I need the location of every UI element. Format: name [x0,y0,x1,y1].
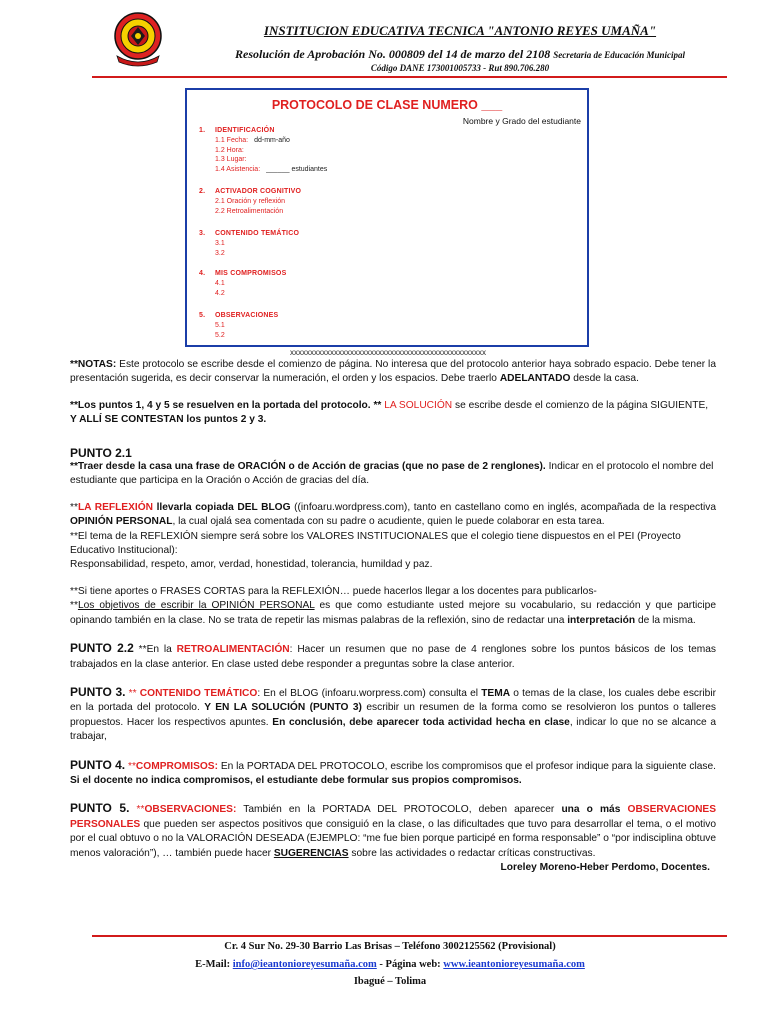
section-title: MIS COMPROMISOS [215,270,287,277]
item-label: 4.1 [215,280,225,287]
item-label: 3.1 [215,240,225,247]
section-number: 4. [199,270,206,277]
section-item [215,290,231,297]
dane-code: Código DANE 173001005733 - Rut 890.706.280 [370,63,550,73]
item-label: 2.1 Oración y reflexión [215,198,286,205]
section-title: IDENTIFICACIÓN [215,127,275,134]
school-crest-logo [113,10,163,68]
footer-divider [92,935,727,937]
punto-2-1-heading: PUNTO 2.1 [70,445,132,460]
solution-paragraph: **Los puntos 1, 4 y 5 se resuelven en la portada del protocolo. ** LA SOLUCIÓN se escribe desde el comienzo de la página SIGUIENTE, Y ALLÍ SE CONTESTAN los puntos 2 y 3. [70,399,709,426]
resolution-line [160,48,760,60]
protocol-section [199,270,286,277]
web-label: - Página web: [376,959,444,970]
punto-2-1-reflexion: **LA REFLEXIÓN llevarla copiada DEL BLOG ((infoaru.wordpress.com), tanto en castellano como en inglés, acompañada de la respectiva OPINIÓN PERSONAL, la cual ojalá sea comentada con su padre o acudiente, quien le puede colaborar en esta tarea. [70,501,716,528]
section-item [215,156,253,163]
protocol-section [199,230,299,237]
header-divider [92,76,727,78]
section-item [215,322,231,329]
section-number: 1. [199,127,206,134]
website-link[interactable]: www.ieantonioreyesumaña.com [443,959,585,970]
section-title: CONTENIDO TEMÁTICO [215,230,300,237]
item-label: 1.3 Lugar: [215,156,247,164]
item-label: 1.1 Fecha: [215,137,249,144]
section-item [215,280,231,287]
document-body [70,358,716,875]
secretaria-text: Secretaria de Educación Municipal [553,50,685,60]
section-title: OBSERVACIONES [215,312,279,319]
footer-contact [160,960,620,971]
punto-2-2: PUNTO 2.2 **En la RETROALIMENTACIÓN: Hacer un resumen que no pase de 4 renglones sobre los puntos básicos de los temas trabajados en la clase anterior. En clase usted debe responder a preguntas sobre la clase anterior. [70,641,716,670]
punto-3: PUNTO 3. ** CONTENIDO TEMÁTICO: En el BLOG (infoaru.worpress.com) consulta el TEMA o temas de la clase, los cuales debe escribir en la portada del protocolo. Y EN LA SOLUCIÓN (PUNTO 3) escribir un resumen de la forma como se resolvieron los puntos o talleres propuestos. Hacer los respectivos apuntes. En conclusión, debe aparecer toda actividad hecha en clase, indicar lo que no se alcance a trabajar, [70,684,717,743]
institution-name: INSTITUCION EDUCATIVA TECNICA "ANTONIO REYES UMAÑA" [263,23,657,38]
section-item [215,166,327,173]
section-number: 2. [199,188,206,195]
protocol-title: PROTOCOLO DE CLASE NUMERO ___ [271,98,503,112]
signature: Loreley Moreno-Heber Perdomo, Docentes. [500,861,710,873]
section-item [215,208,289,215]
item-label: 3.2 [215,249,225,257]
section-title: ACTIVADOR COGNITIVO [215,188,302,195]
punto-2-1-tema: **El tema de la REFLEXIÓN siempre será sobre los VALORES INSTITUCIONALES que el colegio tiene dispuestos en el PEI (Proyecto Educativo Institucional): [70,530,681,557]
student-name-label: Nombre y Grado del estudiante [462,116,581,126]
protocol-section [199,127,275,134]
punto-5: PUNTO 5. **OBSERVACIONES: También en la PORTADA DEL PROTOCOLO, deben aparecer una o más OBSERVACIONES PERSONALES que pueden ser aspectos positivos que consiguió en la clase, o las dificultades que tuvo para desarrollar el tema, o el motivo por el cual obtuvo o no la VALORACIÓN DESEADA (EJEMPLO: “me fue bien porque participé en forma responsable” o “por indisciplina obtuve menos valoración”), … también puede hacer SUGERENCIAS sobre las actividades o redactar críticas constructivas. [70,801,717,859]
item-label: 1.2 Hora: [215,146,244,154]
footer-city: Ibagué – Tolima [353,976,427,987]
punto-4-heading: PUNTO 4. [70,757,126,772]
punto-2-1-valores: Responsabilidad, respeto, amor, verdad, honestidad, tolerancia, humildad y paz. [70,559,433,571]
section-item [215,332,231,339]
section-item [215,137,290,144]
section-item [215,250,231,257]
separator-line: xxxxxxxxxxxxxxxxxxxxxxxxxxxxxxxxxxxxxxxxxxxxxxxxx [290,348,486,357]
protocol-section [199,312,278,319]
notes-paragraph: **NOTAS: Este protocolo se escribe desde el comienzo de página. No interesa que del protocolo anterior haya sobrado espacio. Debe tener la presentación sugerida, es decir conservar la numeración, el orden y los espacios. Debe traerlo ADELANTADO desde la casa. [70,359,716,385]
item-value: ______ estudiantes [266,165,328,173]
item-label: 2.2 Retroalimentación [215,207,284,215]
punto-3-heading: PUNTO 3. [70,684,126,699]
footer-address: Cr. 4 Sur No. 29-30 Barrio Las Brisas – Teléfono 3002125562 (Provisional) [224,941,556,952]
section-number: 5. [199,312,206,319]
section-number: 3. [199,230,206,237]
protocol-template-box [185,88,589,347]
punto-5-heading: PUNTO 5. [70,801,130,816]
item-label: 5.1 [215,322,225,329]
punto-2-1-aportes: **Si tiene aportes o FRASES CORTAS para la REFLEXIÓN… puede hacerlos llegar a los docentes para publicarlos- [70,585,597,597]
section-item [215,198,291,205]
item-label: 1.4 Asistencia: [215,165,261,173]
punto-2-1-oracion: **Traer desde la casa una frase de ORACIÓN o de Acción de gracias (que no pase de 2 renglones). Indicar en el protocolo el nombre del estudiante que participa en la Oración o Acción de gracias del día. [70,461,714,487]
item-value: dd-mm-año [254,137,290,144]
punto-2-1-objetivos: **Los objetivos de escribir la OPINIÓN PERSONAL es que como estudiante usted mejore su vocabulario, su redacción y que participe opinando también en la clase. No se trata de repetir las mismas palabras de la reflexión, sino de redactar una interpretación de la misma. [70,600,716,626]
section-item [215,240,231,247]
punto-4: PUNTO 4. **COMPROMISOS: En la PORTADA DEL PROTOCOLO, escribe los compromisos que el profesor indique para la siguiente clase. Si el docente no indica compromisos, el estudiante debe formular sus propios compromisos. [70,757,717,786]
item-label: 4.2 [215,289,225,297]
section-item [215,147,250,154]
punto-2-2-heading: PUNTO 2.2 [70,641,134,656]
resolution-text: Resolución de Aprobación No. 000809 del 14 de marzo del 2108 [235,47,551,61]
email-link[interactable]: info@ieantonioreyesumaña.com [232,959,377,970]
email-label: E-Mail: [195,959,233,970]
item-label: 5.2 [215,331,225,339]
protocol-section [199,188,301,195]
